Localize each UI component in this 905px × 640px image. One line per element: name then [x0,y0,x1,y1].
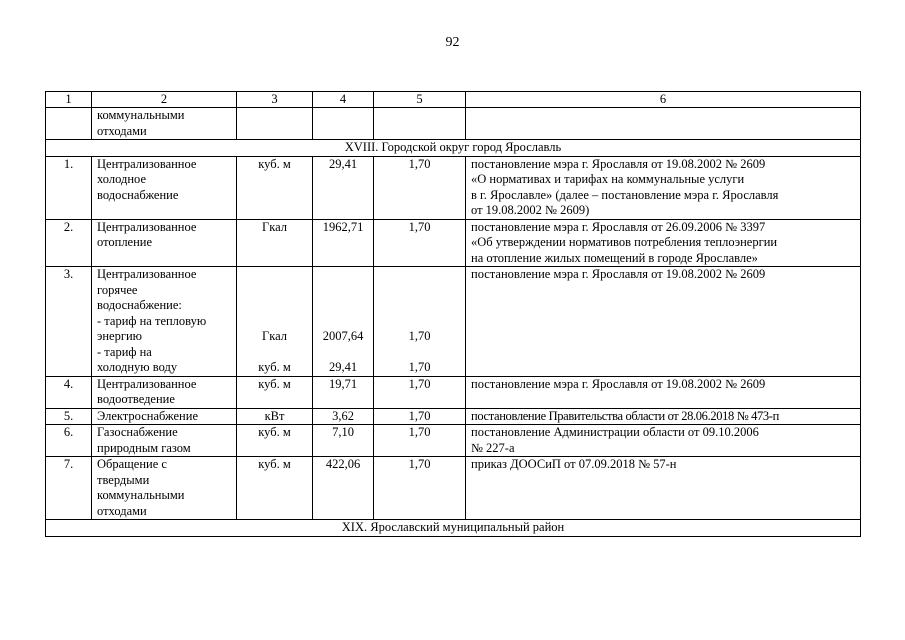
cell-value [313,267,374,377]
unit-heat: Гкал [261,329,287,343]
table-row [46,267,861,377]
cell-unit: Гкал [237,219,313,267]
section-row [46,140,861,157]
table-row [46,376,861,408]
cell-service-name [92,457,237,520]
cell-coef: 1,70 [374,457,466,520]
text-line: холодную воду [97,360,178,374]
cell-unit: куб. м [237,376,313,408]
cell-service-name [92,219,237,267]
text-line: Централизованное [97,156,197,171]
text-line: постановление мэра г. Ярославля от 19.08.2002 № 2609 [471,156,766,171]
text-line: - тариф на [97,344,152,359]
cell-unit: куб. м [237,425,313,457]
page-number: 92 [445,35,460,50]
table-row [46,219,861,267]
text-line: отходами [97,503,147,518]
cell-num: 2. [46,219,92,267]
text-line: в г. Ярославле» (далее – постановление мэра г. Ярославля [471,187,779,202]
cell-unit: куб. м [237,156,313,219]
table-row [46,457,861,520]
text-line: «Об утверждении нормативов потребления теплоэнергии [471,235,778,249]
cell-num: 7. [46,457,92,520]
text-line: водоснабжение: [97,298,182,312]
text-line: № 227-а [471,440,515,455]
cell-value: 3,62 [313,408,374,425]
coef-heat: 1,70 [408,329,431,343]
cell-value [313,108,374,140]
cell-num: 3. [46,267,92,377]
text-line: отопление [97,235,153,249]
text-line: Электроснабжение [97,408,198,423]
cell-unit: куб. м [237,457,313,520]
cell-service-name [92,267,237,377]
cell-coef: 1,70 [374,376,466,408]
cell-num: 4. [46,376,92,408]
cell-num [46,108,92,140]
section-title: XVIII. Городской округ город Ярославль [46,140,861,157]
text-line: постановление Администрации области от 09.10.2006 [471,425,759,439]
text-line: постановление мэра г. Ярославля от 19.08.2002 № 2609 [471,376,766,391]
text-line: постановление мэра г. Ярославля от 26.09.2006 № 3397 [471,219,766,234]
cell-service-name [92,408,237,425]
cell-value: 7,10 [313,425,374,457]
cell-coef: 1,70 [374,425,466,457]
unit-water: куб. м [258,360,291,374]
cell-unit [237,108,313,140]
text-line: горячее [97,282,138,297]
text-line: Газоснабжение [97,425,178,439]
cell-document [466,156,861,219]
cell-document [466,457,861,520]
text-line: постановление мэра г. Ярославля от 19.08.2002 № 2609 [471,267,766,281]
cell-coef: 1,70 [374,408,466,425]
column-header: 4 [313,92,374,108]
cell-document [466,408,861,425]
cell-document [466,376,861,408]
table-row [46,425,861,457]
text-line: водоснабжение [97,187,179,202]
tariff-table [45,91,861,537]
cell-value: 29,41 [313,156,374,219]
cell-service-name [92,156,237,219]
text-line: постановление Правительства области от 28.06.2018 № 473-п [471,408,779,423]
value-heat: 2007,64 [322,329,364,343]
column-header: 5 [374,92,466,108]
text-line: Централизованное [97,267,197,281]
value-water: 29,41 [328,360,358,374]
text-line: холодное [97,172,146,186]
text-line: твердыми [97,472,150,487]
text-line: Обращение с [97,457,167,471]
cell-document [466,108,861,140]
cell-unit [237,267,313,377]
column-header: 1 [46,92,92,108]
text-line: энергию [97,329,143,343]
cell-num: 1. [46,156,92,219]
text-line: коммунальными [97,488,185,502]
cell-num: 6. [46,425,92,457]
text-line: Централизованное [97,376,197,391]
section-title: XIX. Ярославский муниципальный район [46,520,861,537]
cell-coef: 1,70 [374,219,466,267]
cell-service-name [92,108,237,140]
column-header: 6 [466,92,861,108]
section-row [46,520,861,537]
column-header: 3 [237,92,313,108]
cell-document [466,219,861,267]
cell-num: 5. [46,408,92,425]
text-line: природным газом [97,440,191,455]
cell-unit: кВт [237,408,313,425]
text-line: отходами [97,123,147,138]
cell-document [466,267,861,377]
column-header: 2 [92,92,237,108]
cell-service-name [92,376,237,408]
text-line: коммунальными [97,108,185,122]
coef-water: 1,70 [408,360,431,374]
text-line: на отопление жилых помещений в городе Ярославле» [471,250,758,265]
cell-coef [374,267,466,377]
cell-value: 422,06 [313,457,374,520]
cell-value: 1962,71 [313,219,374,267]
cell-service-name [92,425,237,457]
text-line: Централизованное [97,219,197,234]
table-row [46,108,861,140]
cell-document [466,425,861,457]
table-row [46,156,861,219]
cell-coef: 1,70 [374,156,466,219]
text-line: от 19.08.2002 № 2609) [471,203,590,217]
text-line: «О нормативах и тарифах на коммунальные услуги [471,172,745,186]
text-line: приказ ДООСиП от 07.09.2018 № 57-н [471,457,677,471]
cell-coef [374,108,466,140]
text-line: водоотведение [97,392,175,406]
table-header-row [46,92,861,108]
table-row [46,408,861,425]
cell-value: 19,71 [313,376,374,408]
text-line: - тариф на тепловую [97,313,207,328]
